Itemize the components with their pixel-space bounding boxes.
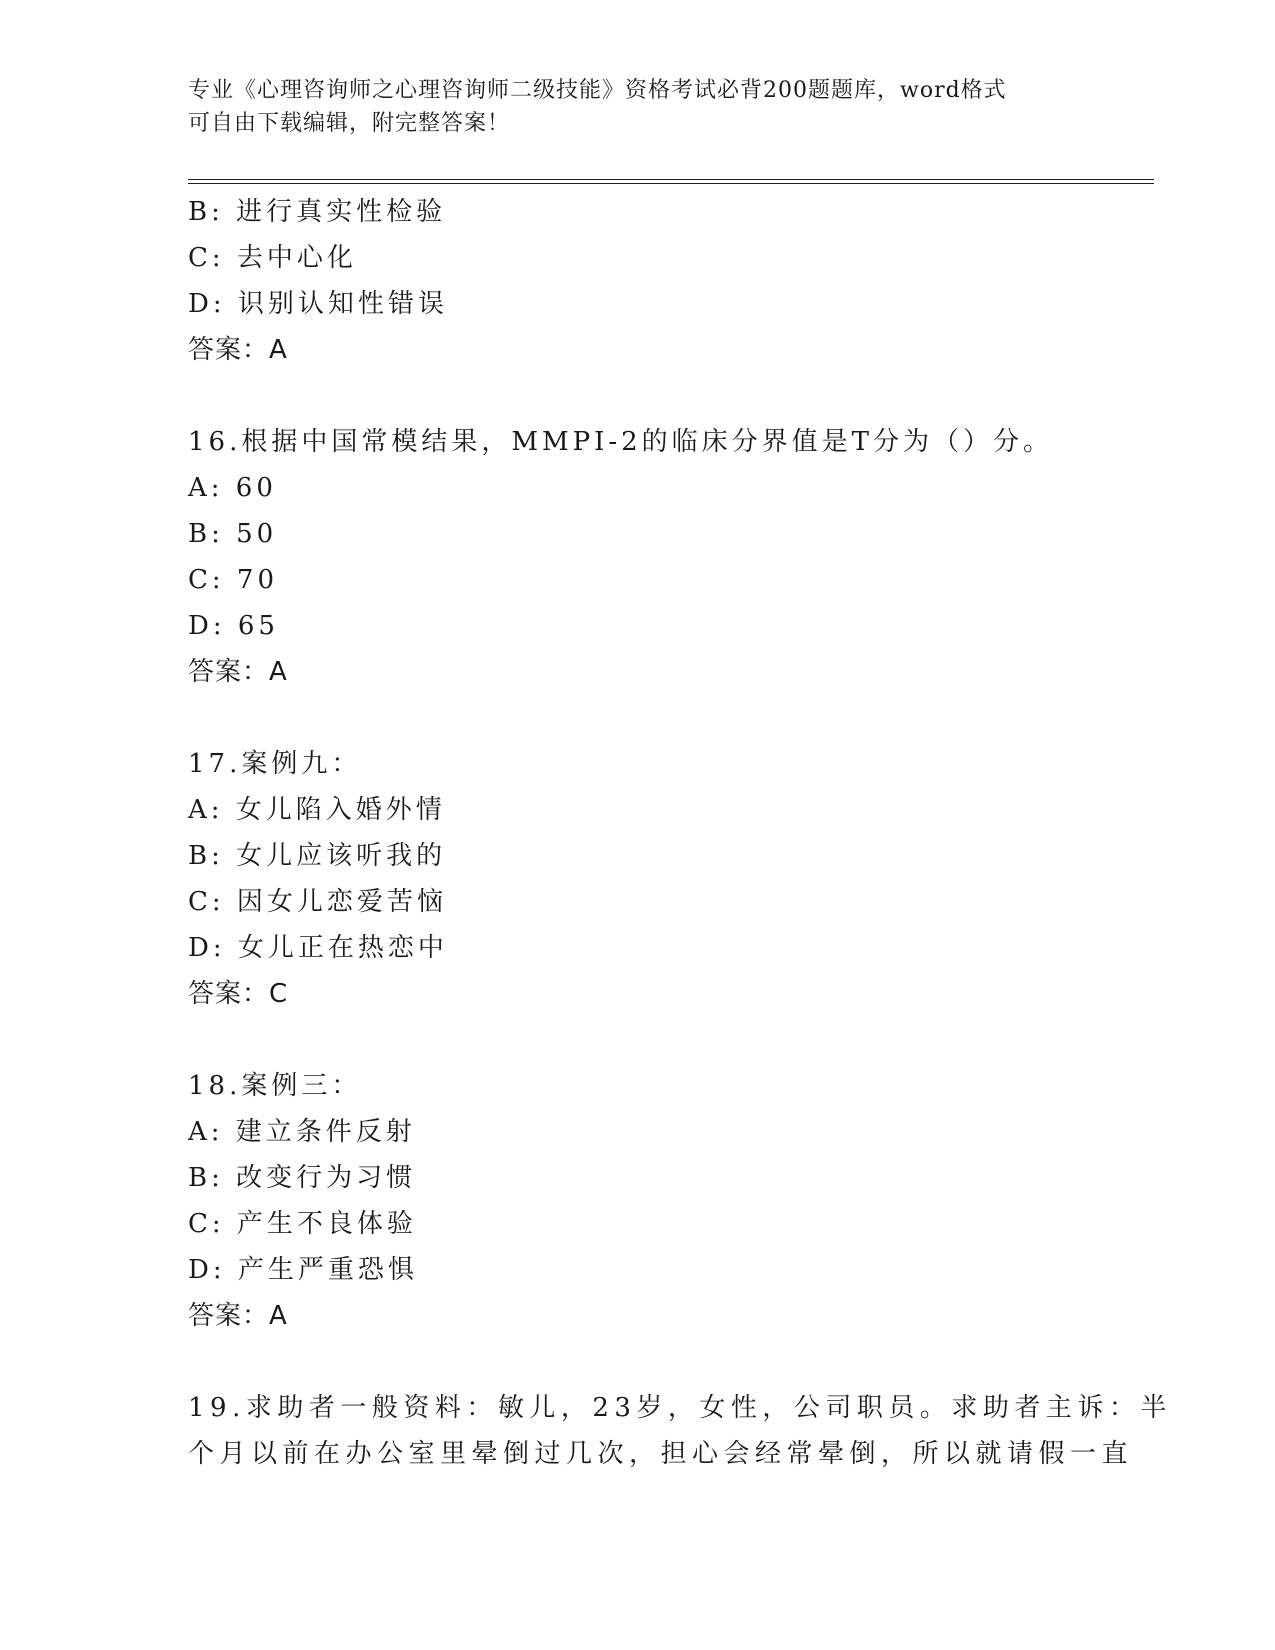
header-divider-bottom [188,183,1154,184]
answer-line: 答案：A [188,335,288,365]
question-stem: 18.案例三： [188,1071,362,1101]
option-c: C: 70 [188,565,279,595]
question-19 [188,1385,1172,1477]
option-b: B: 改变行为习惯 [188,1163,417,1193]
answer-line: 答案：C [188,979,289,1009]
spacer [188,695,1088,741]
question-17 [188,741,1088,1017]
option-c: C: 因女儿恋爱苦恼 [188,887,447,917]
answer-line: 答案：A [188,657,288,687]
question-stem: 16.根据中国常模结果，MMPI-2的临床分界值是T分为（）分。 [188,427,1054,457]
option-d: D: 识别认知性错误 [188,289,448,319]
option-c: C: 去中心化 [188,243,357,273]
option-d: D: 女儿正在热恋中 [188,933,448,963]
option-d: D: 产生严重恐惧 [188,1255,418,1285]
option-b: B: 女儿应该听我的 [188,841,447,871]
header-line-2: 可自由下载编辑，附完整答案！ [188,111,511,136]
option-a: A: 建立条件反射 [188,1117,416,1147]
question-16 [188,419,1088,695]
option-b: B: 进行真实性检验 [188,197,447,227]
option-c: C: 产生不良体验 [188,1209,417,1239]
answer-line: 答案：A [188,1301,288,1331]
spacer [188,1339,1088,1385]
spacer [188,373,1088,419]
question-18 [188,1063,1088,1339]
spacer [188,1017,1088,1063]
question-stem-line-2: 个月以前在办公室里晕倒过几次，担心会经常晕倒，所以就请假一直 [188,1439,1134,1469]
question-stem: 17.案例九： [188,749,362,779]
document-header [188,74,1088,140]
option-a: A: 女儿陷入婚外情 [188,795,446,825]
header-divider-top [188,179,1154,180]
option-a: A: 60 [188,473,277,503]
question-list [188,189,1172,1477]
option-b: B: 50 [188,519,278,549]
question-15-tail [188,189,1088,373]
question-stem-line-1: 19.求助者一般资料：敏儿，23岁，女性，公司职员。求助者主诉：半 [188,1393,1172,1423]
header-line-1: 专业《心理咨询师之心理咨询师二级技能》资格考试必背200题题库，word格式 [188,78,1007,103]
option-d: D: 65 [188,611,279,641]
